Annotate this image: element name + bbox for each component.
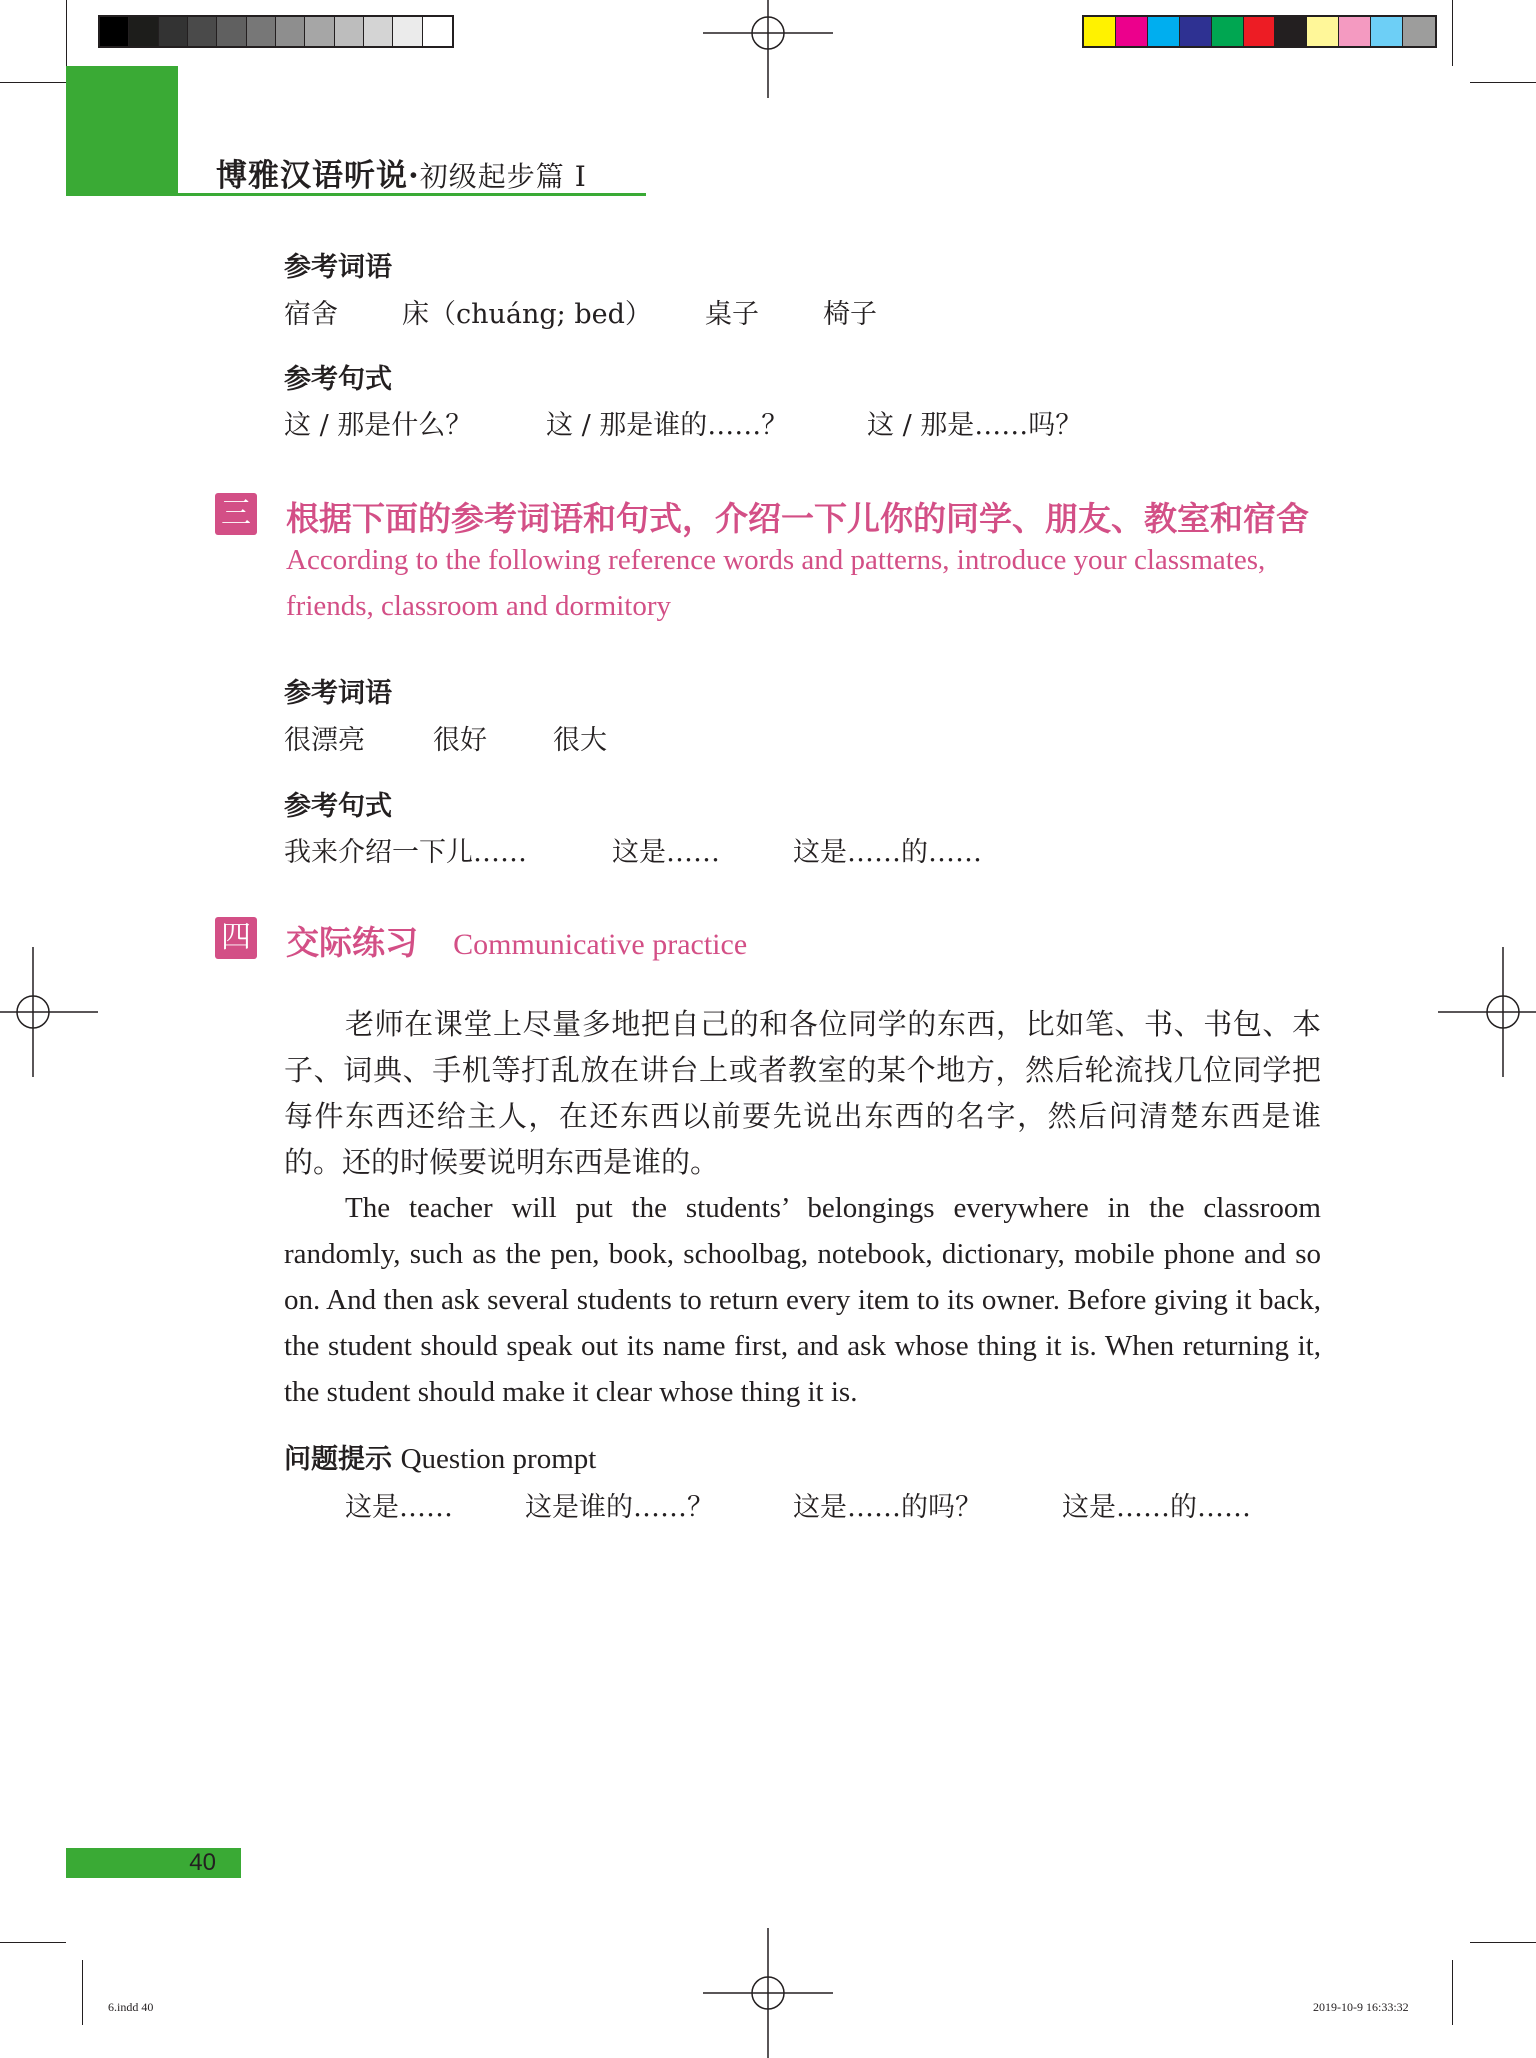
- registration-mark-icon: [0, 947, 98, 1077]
- question-prompt: 这是……的吗？: [793, 1492, 982, 1523]
- color-swatch: [217, 17, 246, 46]
- book-title-main: 博雅汉语听说: [216, 158, 408, 194]
- reference-word: 椅子: [823, 299, 877, 330]
- crop-mark: [66, 0, 67, 66]
- color-swatch: [393, 17, 422, 46]
- reference-words-label: 参考词语: [284, 678, 392, 709]
- print-timestamp: 2019-10-9 16:33:32: [1313, 2000, 1409, 2014]
- reference-words-label: 参考词语: [284, 252, 392, 283]
- reference-word: 床（chuáng; bed）: [402, 299, 652, 330]
- section-title: [286, 917, 747, 968]
- registration-mark-icon: [703, 0, 833, 98]
- registration-mark-icon: [1438, 947, 1536, 1077]
- grayscale-color-bar: [98, 15, 454, 48]
- reference-patterns-label: 参考句式: [284, 791, 392, 822]
- crop-mark: [1452, 0, 1453, 66]
- title-separator: ·: [408, 158, 420, 194]
- question-prompt-label-en: Question prompt: [400, 1443, 597, 1475]
- color-swatch: [247, 17, 276, 46]
- color-swatch: [1084, 17, 1116, 46]
- color-swatch: [1116, 17, 1148, 46]
- question-prompts-row: [345, 1485, 1345, 1521]
- header-green-tab: [66, 66, 178, 194]
- section-number-badge: 四: [215, 917, 257, 959]
- reference-words-row: [284, 718, 884, 754]
- color-swatch: [1403, 17, 1435, 46]
- question-prompt: 这是谁的……？: [525, 1492, 714, 1523]
- reference-word: 宿舍: [284, 299, 338, 330]
- reference-pattern: 这 / 那是什么？: [284, 410, 473, 441]
- color-swatch: [1307, 17, 1339, 46]
- reference-pattern: 我来介绍一下儿……: [284, 837, 527, 868]
- reference-pattern: 这 / 那是谁的……？: [546, 410, 789, 441]
- question-prompt-label: [284, 1437, 596, 1476]
- color-swatch: [188, 17, 217, 46]
- section-number-badge: 三: [215, 493, 257, 535]
- reference-word: 桌子: [705, 299, 759, 330]
- color-swatch: [276, 17, 305, 46]
- instruction-paragraph-cn: 老师在课堂上尽量多地把自己的和各位同学的东西，比如笔、书、书包、本子、词典、手机等打乱放在讲台上或者教室的某个地方，然后轮流找几位同学把每件东西还给主人，在还东西以前要先说出东西的名字，然后问清楚东西是谁的。还的时候要说明东西是谁的。: [284, 1007, 1321, 1179]
- section-title-cn: 交际练习: [286, 923, 418, 962]
- crop-mark: [0, 82, 66, 83]
- crop-mark: [1452, 1960, 1453, 2025]
- book-title: [216, 150, 587, 195]
- color-swatch: [1275, 17, 1307, 46]
- reference-word: 很漂亮: [284, 725, 365, 756]
- crop-mark: [1470, 1942, 1536, 1943]
- reference-word: 很好: [433, 725, 487, 756]
- question-prompt: 这是……: [345, 1492, 453, 1523]
- color-swatch: [1371, 17, 1403, 46]
- color-swatch: [1148, 17, 1180, 46]
- color-swatch: [1244, 17, 1276, 46]
- section-title-en: According to the following reference words and patterns, introduce your classmates, friends, classroom and dormitory: [286, 544, 1266, 622]
- reference-pattern: 这 / 那是……吗？: [867, 410, 1083, 441]
- registration-mark-icon: [703, 1928, 833, 2058]
- color-swatch: [100, 17, 129, 46]
- crop-mark: [1470, 82, 1536, 83]
- crop-mark: [82, 1960, 83, 2025]
- question-prompt-label-cn: 问题提示: [284, 1444, 392, 1475]
- question-prompt: 这是……的……: [1062, 1492, 1251, 1523]
- reference-patterns-row: [284, 830, 1184, 866]
- color-swatch: [305, 17, 334, 46]
- section-title-en: Communicative practice: [453, 928, 748, 961]
- crop-mark: [0, 1942, 66, 1943]
- reference-patterns-row: [284, 403, 1184, 439]
- reference-word: 很大: [553, 725, 607, 756]
- color-swatch: [1212, 17, 1244, 46]
- color-swatch: [364, 17, 393, 46]
- instruction-paragraph-en: The teacher will put the students’ belongings everywhere in the classroom randomly, such as the pen, book, schoolbag, notebook, dictionary, mobile phone and so on. And then ask several students to return every item to its owner. Before giving it back, the student should speak out its name first, and ask whose thing it is. When returning it, the student should make it clear whose thing it is.: [284, 1192, 1321, 1408]
- color-swatch: [129, 17, 158, 46]
- section-title-cn: 根据下面的参考词语和句式，介绍一下儿你的同学、朋友、教室和宿舍: [286, 499, 1309, 538]
- reference-patterns-label: 参考句式: [284, 364, 392, 395]
- page-number: 40: [189, 1849, 216, 1876]
- file-slug: 6.indd 40: [108, 2000, 154, 2014]
- color-swatch: [1339, 17, 1371, 46]
- color-swatch: [423, 17, 452, 46]
- reference-words-row: [284, 292, 1084, 328]
- reference-pattern: 这是……的……: [793, 837, 982, 868]
- reference-pattern: 这是……: [612, 837, 720, 868]
- color-swatch: [1180, 17, 1212, 46]
- process-color-bar: [1082, 15, 1437, 48]
- color-swatch: [335, 17, 364, 46]
- book-subtitle: 初级起步篇 I: [419, 160, 587, 193]
- color-swatch: [159, 17, 188, 46]
